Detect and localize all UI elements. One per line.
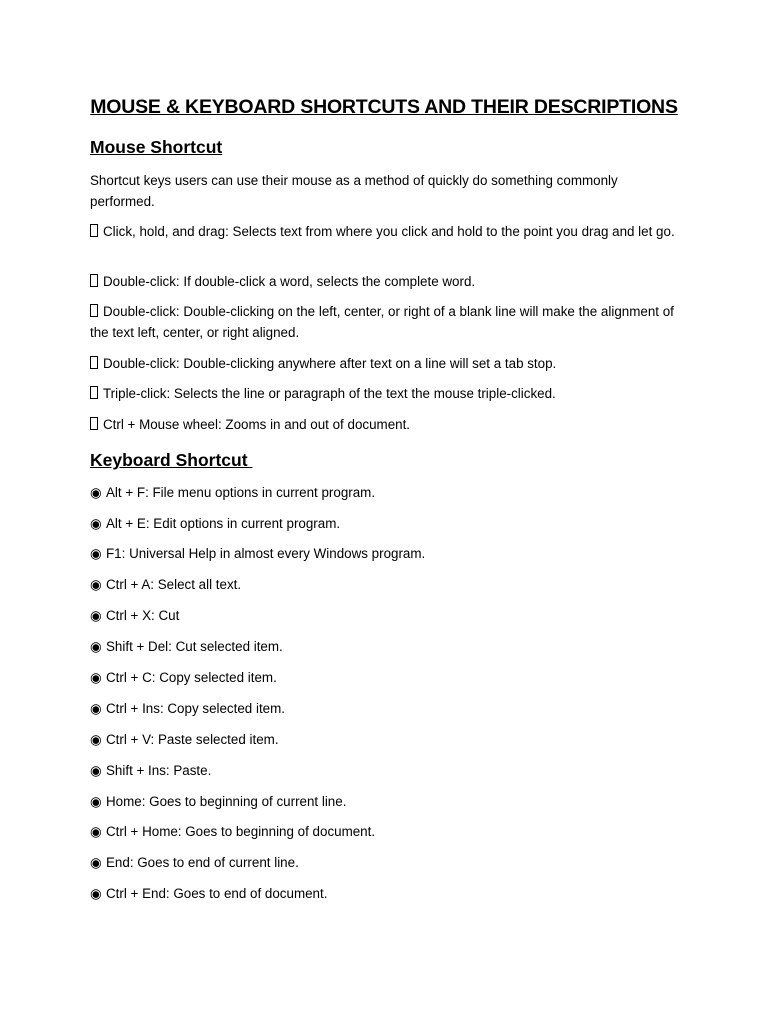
mouse-item-text: Double-click: Double-clicking on the left, center, or right of a blank line will make the alignment of the text left, center, or right aligned. (90, 304, 674, 340)
keyboard-item (90, 853, 680, 874)
keyboard-item (90, 822, 680, 843)
keyboard-item (90, 730, 680, 751)
keyboard-item (90, 606, 680, 627)
missing-glyph-box-icon (90, 304, 98, 317)
missing-glyph-box-icon (90, 274, 98, 287)
keyboard-item (90, 575, 680, 596)
keyboard-item-text: Ctrl + Ins: Copy selected item. (106, 701, 285, 716)
fisheye-bullet-icon: ◉ (90, 485, 102, 500)
fisheye-bullet-icon: ◉ (90, 639, 102, 654)
mouse-intro-paragraph: Shortcut keys users can use their mouse as a method of quickly do something commonly performed. (90, 173, 618, 209)
fisheye-bullet-icon: ◉ (90, 546, 102, 561)
missing-glyph-box-icon (90, 224, 98, 237)
keyboard-item (90, 668, 680, 689)
keyboard-item-text: F1: Universal Help in almost every Windows program. (106, 546, 426, 561)
keyboard-item-text: Ctrl + X: Cut (106, 608, 180, 623)
fisheye-bullet-icon: ◉ (90, 670, 102, 685)
mouse-item-text: Click, hold, and drag: Selects text from where you click and hold to the point you drag and let go. (103, 224, 675, 239)
fisheye-bullet-icon: ◉ (90, 824, 102, 839)
mouse-item-text: Ctrl + Mouse wheel: Zooms in and out of document. (103, 417, 411, 432)
mouse-item (90, 302, 680, 343)
keyboard-item (90, 792, 680, 813)
missing-glyph-box-icon (90, 386, 98, 399)
keyboard-item-text: Ctrl + C: Copy selected item. (106, 670, 277, 685)
mouse-item-text: Double-click: If double-click a word, selects the complete word. (103, 274, 476, 289)
keyboard-item-text: Shift + Ins: Paste. (106, 763, 212, 778)
mouse-item (90, 415, 680, 436)
fisheye-bullet-icon: ◉ (90, 516, 102, 531)
keyboard-item-text: Alt + F: File menu options in current program. (106, 485, 376, 500)
mouse-item (90, 354, 680, 375)
mouse-item (90, 384, 680, 405)
mouse-item-text: Double-click: Double-clicking anywhere after text on a line will set a tab stop. (103, 356, 557, 371)
keyboard-item (90, 637, 680, 658)
fisheye-bullet-icon: ◉ (90, 855, 102, 870)
mouse-item (90, 222, 680, 243)
fisheye-bullet-icon: ◉ (90, 794, 102, 809)
keyboard-item-text: Ctrl + Home: Goes to beginning of document. (106, 824, 376, 839)
mouse-item-text: Triple-click: Selects the line or paragraph of the text the mouse triple-clicked. (103, 386, 556, 401)
fisheye-bullet-icon: ◉ (90, 732, 102, 747)
keyboard-item-text: Home: Goes to beginning of current line. (106, 794, 347, 809)
keyboard-item (90, 483, 680, 504)
keyboard-item (90, 514, 680, 535)
mouse-item (90, 272, 680, 293)
mouse-shortcut-heading: Mouse Shortcut (90, 137, 223, 157)
fisheye-bullet-icon: ◉ (90, 577, 102, 592)
keyboard-item (90, 761, 680, 782)
keyboard-item-text: End: Goes to end of current line. (106, 855, 299, 870)
missing-glyph-box-icon (90, 417, 98, 430)
fisheye-bullet-icon: ◉ (90, 701, 102, 716)
missing-glyph-box-icon (90, 356, 98, 369)
keyboard-item-text: Alt + E: Edit options in current program. (106, 516, 341, 531)
document-title: MOUSE & KEYBOARD SHORTCUTS AND THEIR DESCRIPTIONS (90, 96, 678, 118)
keyboard-item (90, 544, 680, 565)
keyboard-item-text: Ctrl + A: Select all text. (106, 577, 242, 592)
keyboard-item (90, 884, 680, 905)
fisheye-bullet-icon: ◉ (90, 763, 102, 778)
keyboard-item-text: Ctrl + V: Paste selected item. (106, 732, 279, 747)
keyboard-item-text: Ctrl + End: Goes to end of document. (106, 886, 328, 901)
keyboard-item-text: Shift + Del: Cut selected item. (106, 639, 283, 654)
keyboard-shortcut-heading: Keyboard Shortcut (90, 450, 253, 470)
keyboard-item (90, 699, 680, 720)
fisheye-bullet-icon: ◉ (90, 886, 102, 901)
fisheye-bullet-icon: ◉ (90, 608, 102, 623)
